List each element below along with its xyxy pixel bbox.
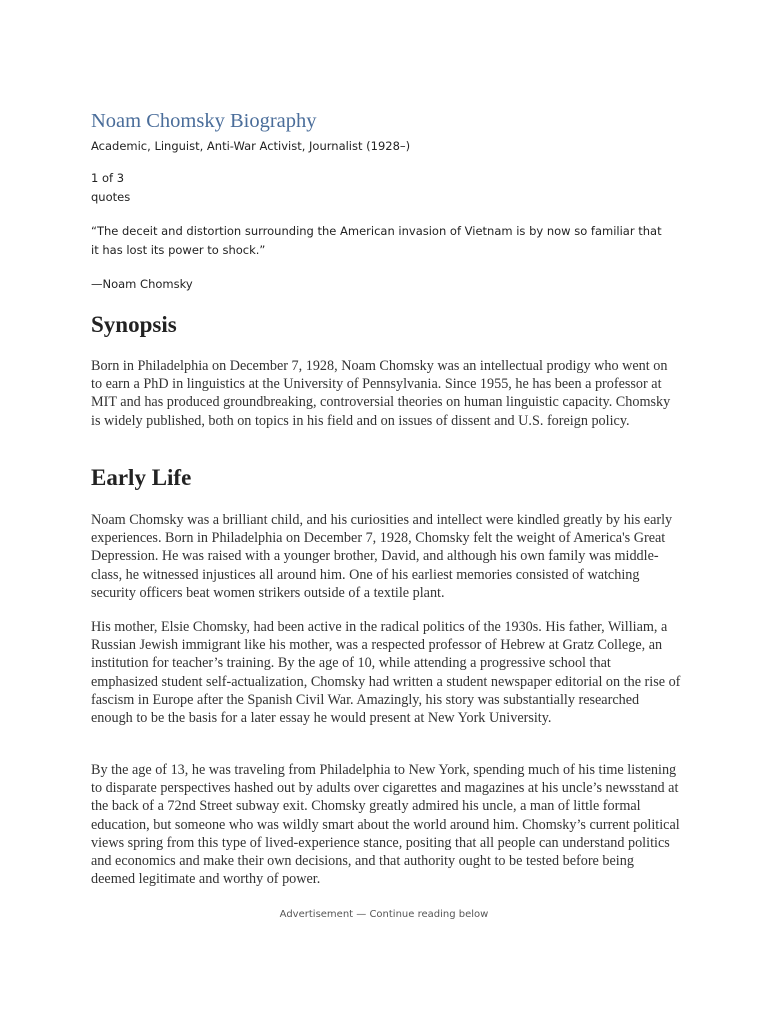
early-life-heading: Early Life bbox=[91, 465, 192, 490]
quote-text: “The deceit and distortion surrounding the American invasion of Vietnam is by now so familiar that it has lost its power to shock.” bbox=[91, 224, 662, 257]
synopsis-heading: Synopsis bbox=[91, 312, 177, 337]
quote-index: 1 of 3 bbox=[91, 171, 125, 185]
quote-author: —Noam Chomsky bbox=[91, 277, 193, 291]
quote-label: quotes bbox=[91, 190, 131, 204]
early-life-paragraph: His mother, Elsie Chomsky, had been active in the radical politics of the 1930s. His father, William, a Russian Jewish immigrant like his mother, was a respected professor of Hebrew at Gratz College, an institution for teacher’s training. By the age of 10, while attending a progressive school that emphasized student self-actualization, Chomsky had written a student newspaper editorial on the rise of fascism in Europe after the Spanish Civil War. Amazingly, his story was substantially researched enough to be the basis for a later essay he would present at New York University. bbox=[91, 619, 681, 727]
advertisement-notice: Advertisement — Continue reading below bbox=[279, 909, 489, 920]
early-life-paragraph: By the age of 13, he was traveling from Philadelphia to New York, spending much of his time listening to disparate perspectives hashed out by adults over cigarettes and magazines at his uncle’s newsstand at the back of a 72nd Street subway exit. Chomsky greatly admired his uncle, a man of little formal education, but someone who was wildly smart about the world around him. Chomsky’s current political views spring from this type of lived-experience stance, positing that all people can understand politics and economics and make their own decisions, and that authority ought to be tested before being deemed legitimate and worthy of power. bbox=[91, 762, 680, 888]
page-title: Noam Chomsky Biography bbox=[91, 110, 317, 132]
quote-counter bbox=[91, 169, 130, 207]
synopsis-paragraph: Born in Philadelphia on December 7, 1928, Noam Chomsky was an intellectual prodigy who went on to earn a PhD in linguistics at the University of Pennsylvania. Since 1955, he has been a professor at MIT and has produced groundbreaking, controversial theories on human linguistic capacity. Chomsky is widely published, both on topics in his field and on issues of dissent and U.S. foreign policy. bbox=[91, 358, 671, 429]
page-subtitle: Academic, Linguist, Anti-War Activist, Journalist (1928–) bbox=[91, 139, 411, 153]
early-life-paragraph: Noam Chomsky was a brilliant child, and his curiosities and intellect were kindled greatly by his early experiences. Born in Philadelphia on December 7, 1928, Chomsky felt the weight of America's Great Depression. He was raised with a younger brother, David, and although his own family was middle-class, he witnessed injustices all around him. One of his earliest memories consisted of watching security officers beat women strikers outside of a textile plant. bbox=[91, 512, 673, 601]
